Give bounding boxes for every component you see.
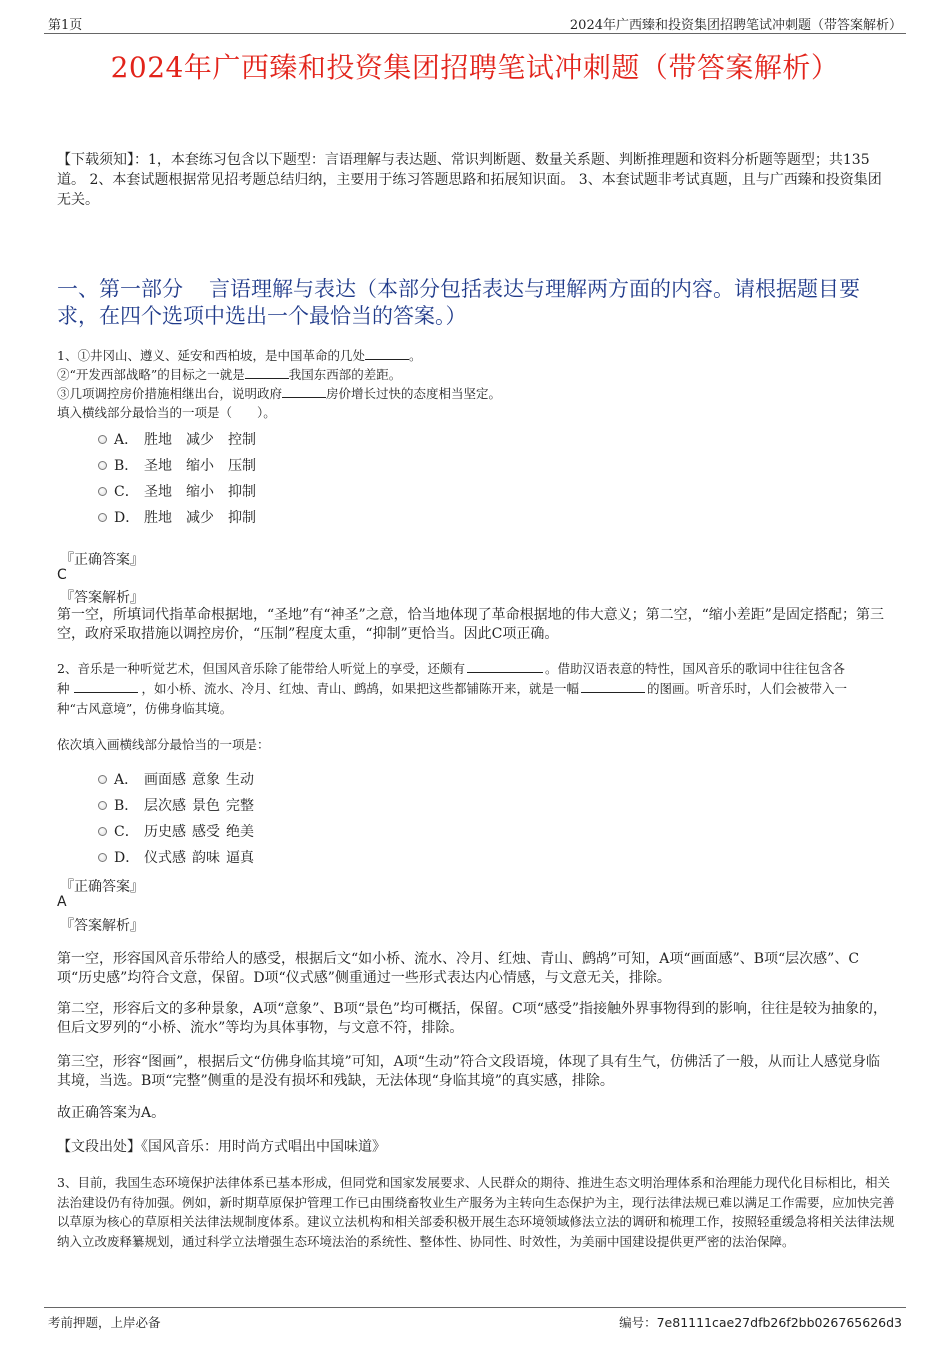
q2-answer: A xyxy=(57,894,67,910)
footer-slogan: 考前押题，上岸必备 xyxy=(48,1315,161,1330)
radio-icon[interactable] xyxy=(98,435,107,444)
q1-option-a[interactable]: A． 胜地 减少 控制 xyxy=(98,428,270,450)
section-heading xyxy=(57,276,892,330)
blank-line xyxy=(282,385,326,398)
download-notice: 【下载须知】：1，本套练习包含以下题型：言语理解与表达题、常识判断题、数量关系题、判断推理题和资料分析题等题型；共135道。 2、本套试题根据常见招考题总结归纳，主要用于练习答题思路和拓展知识面。 3、本套试题非考试真题，且与广西臻和投资集团无关。 xyxy=(57,152,882,208)
q1-analysis: 第一空，所填词代指革命根据地，“圣地”有“神圣”之意，恰当地体现了革命根据地的伟大意义；第二空，“缩小差距”是固定搭配；第三空，政府采取措施以调控房价，“压制”程度太重，“抑制”更恰当。因此C项正确。 xyxy=(57,607,884,642)
radio-icon[interactable] xyxy=(98,827,107,836)
q1-option-c[interactable]: C． 圣地 缩小 抑制 xyxy=(98,480,270,502)
question-2-prompt: 依次填入画横线部分最恰当的一项是： xyxy=(57,737,270,752)
question-2-line-1: 2、音乐是一种听觉艺术，但国风音乐除了能带给人听觉上的享受，还颇有 。借助汉语表意的特性，国风音乐的歌词中往往包含各 xyxy=(57,661,845,676)
q2-analysis-label: 『答案解析』 xyxy=(60,918,144,934)
q2-source: 【文段出处】《国风音乐：用时尚方式唱出中国味道》 xyxy=(57,1139,386,1155)
q1-option-d[interactable]: D． 胜地 减少 抑制 xyxy=(98,506,270,528)
blank-line xyxy=(245,366,289,379)
question-3-stem: 3、目前，我国生态环境保护法律体系已基本形成，但同党和国家发展要求、人民群众的期待、推进生态文明治理体系和治理能力现代化目标相比，相关法治建设仍有待加强。例如，新时期草原保护管理工作已由围绕畜牧业生产服务为主转向生态保护为主，现行法律法规已难以满足工作需要，应加快完善以草原为核心的草原相关法律法规制度体系。建议立法机构和相关部委积极开展生态环境领域修法立法的调研和梳理工作，按照轻重缓急将相关法律法规纳入立改废释纂规划，通过科学立法增强生态环境法治的系统性、整体性、协同性、时效性，为美丽中国建设提供更严密的法治保障。 xyxy=(57,1175,895,1249)
radio-icon[interactable] xyxy=(98,801,107,810)
q2-option-a[interactable]: A． 画面感 意象 生动 xyxy=(98,768,260,790)
q2-analysis-p4: 故正确答案为A。 xyxy=(57,1105,166,1121)
q2-analysis-p2: 第二空，形容后文的多种景象，A项“意象”、B项“景色”均可概括，保留。C项“感受”指接触外界事物得到的影响，往往是较为抽象的，但后文罗列的“小桥、流水”等均为具体事物，与文意不符，排除。 xyxy=(57,1001,888,1036)
blank-line xyxy=(74,680,138,693)
blank-line xyxy=(365,347,409,360)
q2-answer-label: 『正确答案』 xyxy=(60,879,144,895)
header-divider xyxy=(44,33,906,34)
q2-analysis-p3: 第三空，形容“图画”，根据后文“仿佛身临其境”可知，A项“生动”符合文段语境，体现了具有生气，仿佛活了一般，从而让人感觉身临其境，当选。B项“完整”侧重的是没有损坏和残缺，无法体现“身临其境”的真实感，排除。 xyxy=(57,1054,881,1089)
radio-icon[interactable] xyxy=(98,461,107,470)
q1-analysis-label: 『答案解析』 xyxy=(60,590,144,606)
q2-option-d[interactable]: D． 仪式感 韵味 逼真 xyxy=(98,846,260,868)
question-1-stem xyxy=(57,346,895,422)
page-title: 2024年广西臻和投资集团招聘笔试冲刺题（带答案解析） xyxy=(110,51,840,84)
page-number: 第1页 xyxy=(48,18,83,33)
footer-divider xyxy=(44,1307,906,1308)
q1-option-b[interactable]: B． 圣地 缩小 压制 xyxy=(98,454,270,476)
q1-answer-label: 『正确答案』 xyxy=(60,552,144,568)
running-title: 2024年广西臻和投资集团招聘笔试冲刺题（带答案解析） xyxy=(569,18,902,33)
question-1-line-1: 1、①井冈山、遵义、延安和西柏坡，是中国革命的几处 。 xyxy=(57,348,422,363)
question-1-line-3: ③几项调控房价措施相继出台，说明政府 房价增长过快的态度相当坚定。 xyxy=(57,386,502,401)
radio-icon[interactable] xyxy=(98,487,107,496)
radio-icon[interactable] xyxy=(98,513,107,522)
q2-option-b[interactable]: B． 层次感 景色 完整 xyxy=(98,794,260,816)
q1-answer: C xyxy=(57,567,67,583)
radio-icon[interactable] xyxy=(98,775,107,784)
q2-analysis-p1: 第一空，形容国风音乐带给人的感受，根据后文“如小桥、流水、冷月、红烛、青山、鹧鸪”可知，A项“画面感”、B项“层次感”、C项“历史感”均符合文意，保留。D项“仪式感”侧重通过一些形式表达内心情感，与文意无关，排除。 xyxy=(57,951,860,986)
question-2-line-3: 种“古风意境”，仿佛身临其境。 xyxy=(57,701,233,716)
blank-line xyxy=(467,660,543,673)
q2-option-c[interactable]: C． 历史感 感受 绝美 xyxy=(98,820,260,842)
question-2-stem xyxy=(57,659,895,719)
section-description: 言语理解与表达（本部分包括表达与理解两方面的内容。请根据题目要求，在四个选项中选出一个最恰当的答案。） xyxy=(57,277,860,328)
question-1-line-4: 填入横线部分最恰当的一项是（ ）。 xyxy=(57,405,276,420)
question-1-line-2: ②“开发西部战略”的目标之一就是 我国东西部的差距。 xyxy=(57,367,402,382)
section-name: 一、第一部分 xyxy=(57,277,183,301)
blank-line xyxy=(581,680,645,693)
footer-code: 编号：7e81111cae27dfb26f2bb026765626d3 xyxy=(619,1315,902,1330)
question-2-line-2: 种 ，如小桥、流水、冷月、红烛、青山、鹧鸪，如果把这些都铺陈开来，就是一幅 的图画。听音乐时，人们会被带入一 xyxy=(57,681,848,696)
radio-icon[interactable] xyxy=(98,853,107,862)
